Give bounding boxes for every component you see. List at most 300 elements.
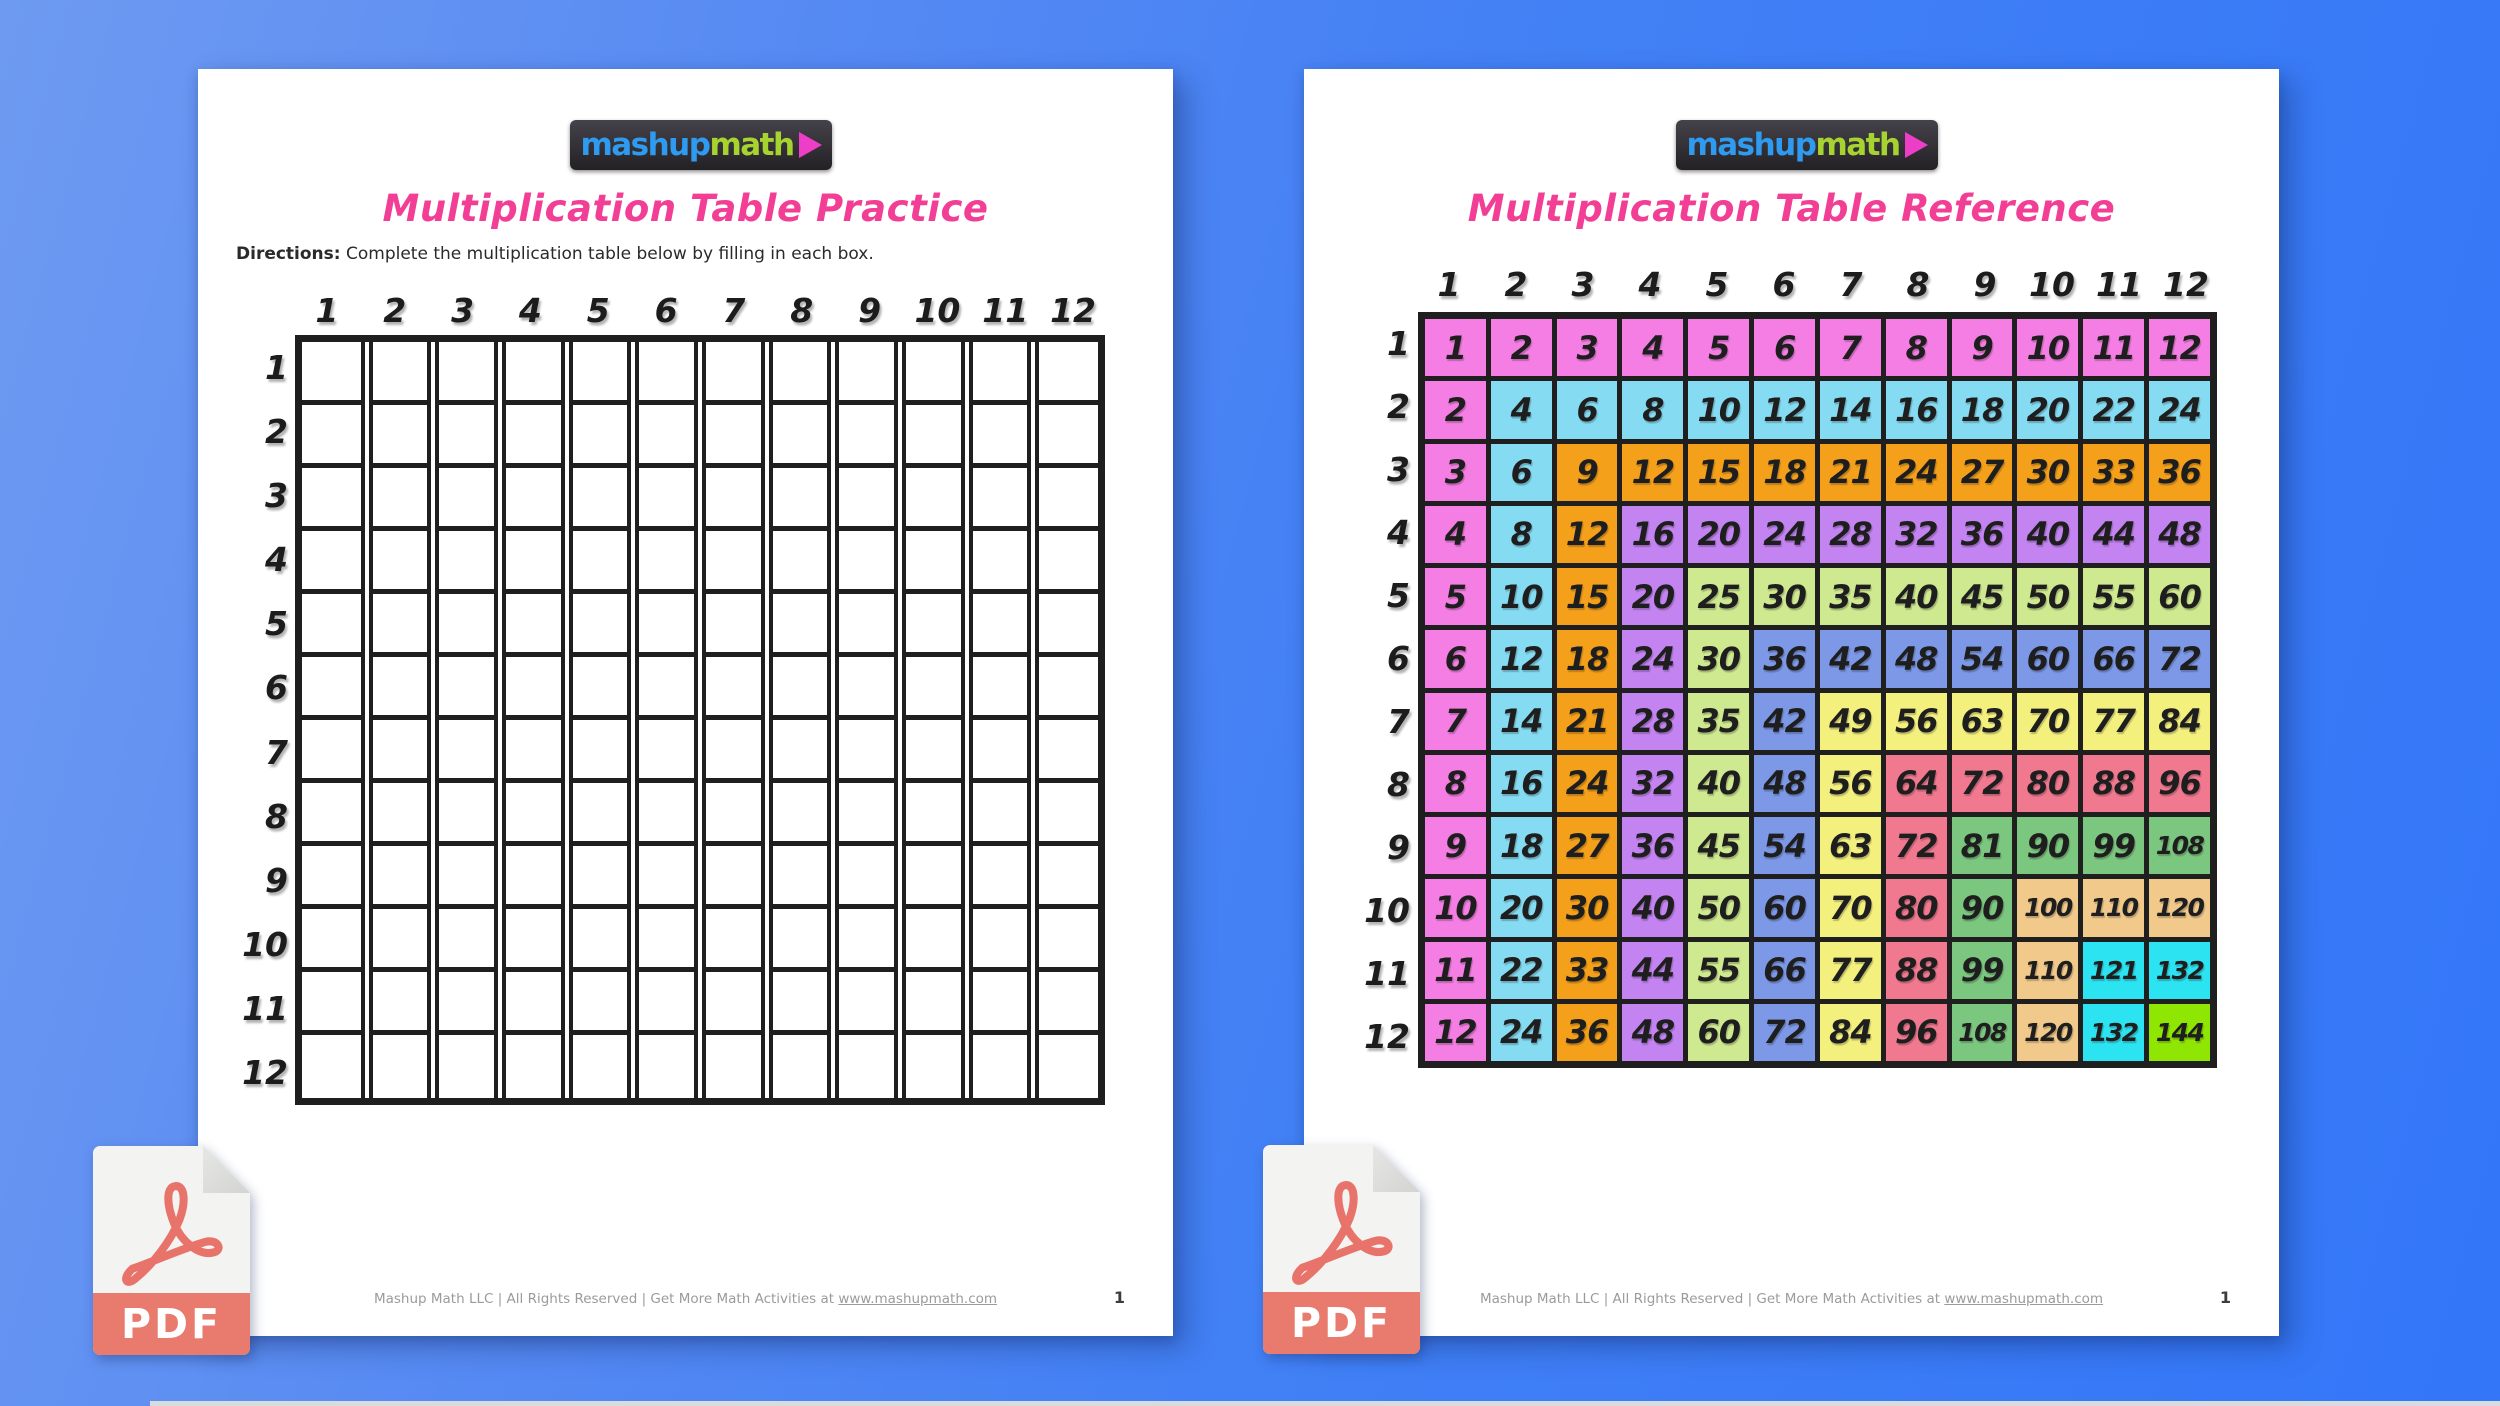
reference-product-cell: 15 (1557, 568, 1618, 625)
practice-column-headers (295, 291, 1105, 331)
practice-empty-cell (573, 783, 628, 846)
logo-text-mashup: mashup (1686, 127, 1816, 163)
reference-product-cell: 63 (1820, 817, 1881, 874)
reference-product-cell: 8 (1425, 755, 1486, 812)
acrobat-swoosh-icon (110, 1170, 232, 1288)
practice-empty-cell (573, 1035, 628, 1098)
practice-empty-cell (973, 531, 1028, 594)
reference-product-cell: 33 (1557, 942, 1618, 999)
practice-empty-cell (839, 468, 894, 531)
practice-empty-cell (373, 657, 428, 720)
reference-product-cell: 30 (2017, 444, 2078, 501)
practice-empty-cell (973, 342, 1028, 405)
reference-product-cell: 36 (2149, 444, 2210, 501)
practice-column-header-label: 11 (982, 291, 1029, 330)
practice-row-header-label: 7 (265, 732, 288, 772)
practice-empty-cell (1039, 720, 1098, 783)
reference-product-cell: 6 (1425, 630, 1486, 687)
practice-empty-cell (839, 783, 894, 846)
reference-product-cell: 20 (2017, 381, 2078, 438)
reference-product-cell: 48 (1622, 1004, 1683, 1061)
reference-product-cell: 24 (1886, 444, 1947, 501)
reference-product-cell: 27 (1952, 444, 2013, 501)
reference-product-cell: 56 (1820, 755, 1881, 812)
reference-product-cell: 35 (1820, 568, 1881, 625)
reference-product-cell: 42 (1820, 630, 1881, 687)
practice-column-header-label: 2 (383, 291, 407, 330)
practice-empty-cell (706, 720, 761, 783)
practice-empty-cell (302, 657, 361, 720)
practice-empty-cell (639, 783, 694, 846)
practice-empty-cell (373, 594, 428, 657)
practice-empty-cell (1039, 405, 1098, 468)
reference-row-header-label: 4 (1387, 513, 1410, 552)
practice-empty-cell (906, 468, 961, 531)
practice-empty-cell (773, 846, 828, 909)
practice-empty-cell (506, 657, 561, 720)
reference-product-cell: 24 (1622, 630, 1683, 687)
footer-text: Mashup Math LLC | All Rights Reserved | Get More Math Activities at (1479, 1291, 1945, 1307)
reference-product-cell: 108 (1952, 1004, 2013, 1061)
practice-empty-cell (302, 783, 361, 846)
practice-empty-cell (706, 405, 761, 468)
practice-grid-column (835, 342, 898, 1098)
practice-empty-cell (706, 783, 761, 846)
practice-empty-cell (1039, 342, 1098, 405)
practice-empty-cell (839, 657, 894, 720)
practice-empty-cell (439, 783, 494, 846)
bottom-edge-strip (150, 1401, 2500, 1406)
practice-empty-cell (302, 468, 361, 531)
practice-empty-cell (439, 972, 494, 1035)
reference-product-cell: 40 (1886, 568, 1947, 625)
practice-column-header-label: 4 (518, 291, 542, 330)
practice-empty-cell (439, 405, 494, 468)
practice-empty-cell (573, 972, 628, 1035)
reference-product-cell: 6 (1754, 319, 1815, 376)
practice-row-header-label: 2 (265, 411, 288, 451)
practice-empty-cell (973, 594, 1028, 657)
reference-product-cell: 60 (1754, 879, 1815, 936)
practice-empty-cell (906, 657, 961, 720)
practice-empty-cell (839, 972, 894, 1035)
practice-empty-cell (1039, 657, 1098, 720)
practice-empty-cell (639, 909, 694, 972)
reference-product-cell: 12 (1622, 444, 1683, 501)
practice-empty-cell (302, 1035, 361, 1098)
practice-empty-cell (1039, 1035, 1098, 1098)
reference-product-cell: 18 (1491, 817, 1552, 874)
reference-product-cell: 77 (1820, 942, 1881, 999)
reference-product-cell: 99 (1952, 942, 2013, 999)
reference-product-cell: 90 (2017, 817, 2078, 874)
page-number: 1 (2219, 1288, 2231, 1307)
practice-row-header-label: 6 (265, 668, 288, 708)
reference-column-header-label: 5 (1705, 265, 1729, 304)
reference-product-cell: 54 (1952, 630, 2013, 687)
practice-empty-cell (773, 720, 828, 783)
reference-product-cell: 60 (2017, 630, 2078, 687)
reference-product-cell: 10 (2017, 319, 2078, 376)
reference-product-cell: 4 (1425, 506, 1486, 563)
reference-product-cell: 16 (1886, 381, 1947, 438)
reference-product-cell: 66 (2083, 630, 2144, 687)
reference-product-cell: 11 (2083, 319, 2144, 376)
pdf-file-icon[interactable] (93, 1146, 250, 1355)
reference-product-cell: 32 (1622, 755, 1683, 812)
reference-product-cell: 3 (1557, 319, 1618, 376)
reference-product-cell: 25 (1688, 568, 1749, 625)
practice-empty-cell (773, 783, 828, 846)
reference-product-cell: 72 (1952, 755, 2013, 812)
reference-product-cell: 63 (1952, 693, 2013, 750)
pdf-label-band: PDF (93, 1293, 250, 1355)
reference-product-cell: 84 (2149, 693, 2210, 750)
reference-product-cell: 27 (1557, 817, 1618, 874)
practice-empty-cell (773, 909, 828, 972)
practice-empty-cell (373, 720, 428, 783)
practice-empty-cell (839, 1035, 894, 1098)
reference-product-cell: 120 (2017, 1004, 2078, 1061)
practice-grid-column (969, 342, 1032, 1098)
practice-empty-cell (906, 342, 961, 405)
reference-product-cell: 2 (1491, 319, 1552, 376)
reference-product-cell: 24 (1754, 506, 1815, 563)
mashupmath-logo (570, 120, 832, 170)
reference-product-cell: 20 (1491, 879, 1552, 936)
reference-column-header-label: 6 (1772, 265, 1796, 304)
reference-product-cell: 44 (1622, 942, 1683, 999)
practice-empty-cell (506, 405, 561, 468)
reference-product-cell: 70 (1820, 879, 1881, 936)
reference-product-cell: 64 (1886, 755, 1947, 812)
practice-empty-cell (573, 594, 628, 657)
reference-column-header-label: 2 (1504, 265, 1528, 304)
reference-product-cell: 80 (2017, 755, 2078, 812)
reference-product-cell: 30 (1688, 630, 1749, 687)
reference-product-cell: 1 (1425, 319, 1486, 376)
practice-empty-cell (839, 909, 894, 972)
practice-empty-cell (439, 909, 494, 972)
practice-column-header-label: 7 (722, 291, 746, 330)
reference-product-cell: 24 (1491, 1004, 1552, 1061)
reference-product-cell: 14 (1820, 381, 1881, 438)
reference-product-cell: 12 (1491, 630, 1552, 687)
reference-product-cell: 72 (1754, 1004, 1815, 1061)
practice-column-header-label: 5 (586, 291, 610, 330)
practice-empty-cell (839, 531, 894, 594)
reference-row-header-label: 11 (1364, 954, 1410, 993)
reference-product-cell: 5 (1425, 568, 1486, 625)
reference-product-cell: 36 (1754, 630, 1815, 687)
reference-product-cell: 15 (1688, 444, 1749, 501)
reference-product-cell: 9 (1557, 444, 1618, 501)
reference-product-cell: 6 (1557, 381, 1618, 438)
reference-product-cell: 4 (1491, 381, 1552, 438)
practice-row-header-label: 11 (242, 989, 288, 1029)
reference-product-cell: 6 (1491, 444, 1552, 501)
reference-product-cell: 90 (1952, 879, 2013, 936)
reference-product-cell: 132 (2083, 1004, 2144, 1061)
reference-product-cell: 100 (2017, 879, 2078, 936)
reference-product-cell: 66 (1754, 942, 1815, 999)
practice-empty-cell (573, 468, 628, 531)
reference-column-header-label: 11 (2096, 265, 2142, 304)
practice-empty-cell (973, 909, 1028, 972)
practice-empty-cell (573, 342, 628, 405)
reference-product-cell: 144 (2149, 1004, 2210, 1061)
reference-row-header-label: 8 (1387, 765, 1410, 804)
practice-empty-cell (1039, 783, 1098, 846)
reference-row-header-label: 12 (1364, 1017, 1410, 1056)
reference-product-cell: 2 (1425, 381, 1486, 438)
reference-product-cell: 33 (2083, 444, 2144, 501)
practice-empty-cell (373, 468, 428, 531)
reference-product-cell: 36 (1557, 1004, 1618, 1061)
reference-product-cell: 18 (1952, 381, 2013, 438)
reference-product-cell: 30 (1557, 879, 1618, 936)
practice-empty-cell (839, 342, 894, 405)
reference-product-cell: 80 (1886, 879, 1947, 936)
practice-empty-cell (573, 846, 628, 909)
practice-column-header-label: 9 (858, 291, 882, 330)
practice-empty-cell (973, 783, 1028, 846)
reference-product-cell: 20 (1622, 568, 1683, 625)
footer-link[interactable]: www.mashupmath.com (1944, 1291, 2104, 1307)
page-title: Multiplication Table Practice (382, 187, 989, 230)
practice-empty-cell (706, 972, 761, 1035)
reference-product-cell: 28 (1820, 506, 1881, 563)
reference-product-cell: 10 (1688, 381, 1749, 438)
practice-row-header-label: 4 (265, 540, 288, 580)
practice-empty-cell (439, 531, 494, 594)
reference-product-cell: 3 (1425, 444, 1486, 501)
practice-empty-cell (302, 846, 361, 909)
practice-empty-cell (573, 720, 628, 783)
reference-table (1418, 312, 2217, 1068)
pdf-file-icon[interactable] (1263, 1145, 1420, 1354)
practice-empty-cell (573, 657, 628, 720)
practice-empty-cell (906, 1035, 961, 1098)
reference-product-cell: 5 (1688, 319, 1749, 376)
footer-link[interactable]: www.mashupmath.com (838, 1291, 998, 1307)
reference-product-cell: 22 (2083, 381, 2144, 438)
reference-product-cell: 45 (1688, 817, 1749, 874)
reference-column-header-label: 9 (1973, 265, 1997, 304)
reference-product-cell: 32 (1886, 506, 1947, 563)
logo-text-math: math (1815, 127, 1900, 163)
reference-product-cell: 8 (1886, 319, 1947, 376)
practice-empty-cell (706, 594, 761, 657)
practice-empty-cell (906, 846, 961, 909)
reference-product-cell: 30 (1754, 568, 1815, 625)
directions-line (236, 244, 874, 264)
reference-product-cell: 50 (2017, 568, 2078, 625)
reference-product-cell: 55 (2083, 568, 2144, 625)
practice-grid-column (569, 342, 632, 1098)
reference-product-cell: 36 (1952, 506, 2013, 563)
practice-column-header-label: 10 (914, 291, 961, 330)
reference-product-cell: 12 (1557, 506, 1618, 563)
reference-product-cell: 35 (1688, 693, 1749, 750)
practice-empty-cell (706, 1035, 761, 1098)
reference-product-cell: 4 (1622, 319, 1683, 376)
reference-row-header-label: 6 (1387, 639, 1410, 678)
practice-empty-cell (839, 594, 894, 657)
reference-product-cell: 88 (2083, 755, 2144, 812)
reference-product-cell: 99 (2083, 817, 2144, 874)
practice-row-header-label: 12 (242, 1053, 288, 1093)
practice-empty-cell (506, 594, 561, 657)
reference-product-cell: 11 (1425, 942, 1486, 999)
practice-empty-cell (773, 342, 828, 405)
practice-column-header-label: 8 (790, 291, 814, 330)
reference-product-cell: 48 (1886, 630, 1947, 687)
practice-empty-cell (773, 594, 828, 657)
practice-empty-cell (973, 405, 1028, 468)
practice-empty-cell (639, 657, 694, 720)
reference-product-cell: 96 (2149, 755, 2210, 812)
reference-product-cell: 96 (1886, 1004, 1947, 1061)
footer-text: Mashup Math LLC | All Rights Reserved | Get More Math Activities at (373, 1291, 839, 1307)
practice-empty-cell (639, 468, 694, 531)
practice-empty-cell (506, 720, 561, 783)
practice-empty-cell (373, 342, 428, 405)
practice-grid (295, 335, 1105, 1105)
reference-row-header-label: 2 (1387, 387, 1410, 426)
reference-product-cell: 132 (2149, 942, 2210, 999)
reference-row-header-label: 9 (1387, 828, 1410, 867)
reference-row-header-label: 10 (1364, 891, 1410, 930)
reference-product-cell: 16 (1491, 755, 1552, 812)
practice-empty-cell (839, 720, 894, 783)
practice-empty-cell (906, 531, 961, 594)
logo-text-math: math (709, 127, 794, 163)
reference-row-header-label: 3 (1387, 450, 1410, 489)
acrobat-swoosh-icon (1280, 1169, 1402, 1287)
practice-empty-cell (639, 720, 694, 783)
practice-row-header-label: 1 (265, 347, 288, 387)
reference-product-cell: 9 (1952, 319, 2013, 376)
reference-product-cell: 88 (1886, 942, 1947, 999)
practice-empty-cell (506, 909, 561, 972)
practice-empty-cell (373, 783, 428, 846)
reference-column-header-label: 12 (2163, 265, 2209, 304)
practice-empty-cell (1039, 468, 1098, 531)
play-triangle-icon (799, 132, 822, 158)
practice-empty-cell (973, 846, 1028, 909)
practice-grid-column (302, 342, 365, 1098)
reference-row-header-label: 1 (1387, 324, 1410, 363)
reference-product-cell: 121 (2083, 942, 2144, 999)
page-footer (1304, 1291, 2279, 1307)
practice-empty-cell (1039, 972, 1098, 1035)
practice-empty-cell (706, 342, 761, 405)
practice-empty-cell (839, 846, 894, 909)
practice-empty-cell (1039, 846, 1098, 909)
practice-empty-cell (973, 1035, 1028, 1098)
practice-empty-cell (373, 972, 428, 1035)
reference-product-cell: 84 (1820, 1004, 1881, 1061)
practice-empty-cell (506, 468, 561, 531)
reference-product-cell: 77 (2083, 693, 2144, 750)
reference-product-cell: 42 (1754, 693, 1815, 750)
practice-empty-cell (573, 531, 628, 594)
practice-empty-cell (906, 405, 961, 468)
reference-product-cell: 72 (1886, 817, 1947, 874)
reference-product-cell: 120 (2149, 879, 2210, 936)
practice-empty-cell (639, 342, 694, 405)
reference-product-cell: 56 (1886, 693, 1947, 750)
practice-empty-cell (773, 657, 828, 720)
reference-product-cell: 9 (1425, 817, 1486, 874)
practice-empty-cell (439, 1035, 494, 1098)
reference-product-cell: 10 (1491, 568, 1552, 625)
practice-grid-column (435, 342, 498, 1098)
reference-product-cell: 44 (2083, 506, 2144, 563)
practice-row-header-label: 9 (265, 860, 288, 900)
practice-empty-cell (773, 1035, 828, 1098)
page-footer (198, 1291, 1173, 1307)
reference-product-cell: 12 (2149, 319, 2210, 376)
practice-row-header-label: 5 (265, 604, 288, 644)
practice-empty-cell (906, 972, 961, 1035)
reference-column-headers (1418, 265, 2217, 307)
reference-product-cell: 110 (2083, 879, 2144, 936)
practice-empty-cell (302, 405, 361, 468)
practice-empty-cell (639, 405, 694, 468)
directions-label: Directions: (236, 244, 341, 264)
practice-empty-cell (573, 405, 628, 468)
directions-text: Complete the multiplication table below by filling in each box. (340, 244, 874, 264)
practice-empty-cell (773, 405, 828, 468)
practice-empty-cell (373, 1035, 428, 1098)
reference-column-header-label: 8 (1906, 265, 1930, 304)
reference-row-header-label: 5 (1387, 576, 1410, 615)
practice-empty-cell (302, 972, 361, 1035)
reference-column-header-label: 4 (1638, 265, 1662, 304)
reference-product-cell: 20 (1688, 506, 1749, 563)
practice-empty-cell (773, 468, 828, 531)
practice-empty-cell (639, 1035, 694, 1098)
practice-empty-cell (906, 909, 961, 972)
practice-column-header-label: 12 (1050, 291, 1097, 330)
reference-product-cell: 108 (2149, 817, 2210, 874)
practice-empty-cell (506, 531, 561, 594)
practice-empty-cell (302, 909, 361, 972)
practice-empty-cell (706, 846, 761, 909)
reference-product-cell: 36 (1622, 817, 1683, 874)
reference-product-cell: 60 (1688, 1004, 1749, 1061)
reference-product-cell: 49 (1820, 693, 1881, 750)
practice-empty-cell (639, 972, 694, 1035)
practice-empty-cell (906, 594, 961, 657)
reference-column-header-label: 7 (1839, 265, 1863, 304)
reference-product-cell: 72 (2149, 630, 2210, 687)
reference-product-cell: 8 (1622, 381, 1683, 438)
practice-grid-column (702, 342, 765, 1098)
practice-column-header-label: 3 (451, 291, 475, 330)
reference-row-header-label: 7 (1387, 702, 1410, 741)
reference-product-cell: 40 (1622, 879, 1683, 936)
practice-empty-cell (506, 783, 561, 846)
reference-product-cell: 24 (2149, 381, 2210, 438)
reference-product-cell: 21 (1557, 693, 1618, 750)
practice-row-headers (232, 335, 288, 1105)
reference-column-header-label: 1 (1437, 265, 1461, 304)
practice-grid-column (369, 342, 432, 1098)
practice-empty-cell (973, 720, 1028, 783)
